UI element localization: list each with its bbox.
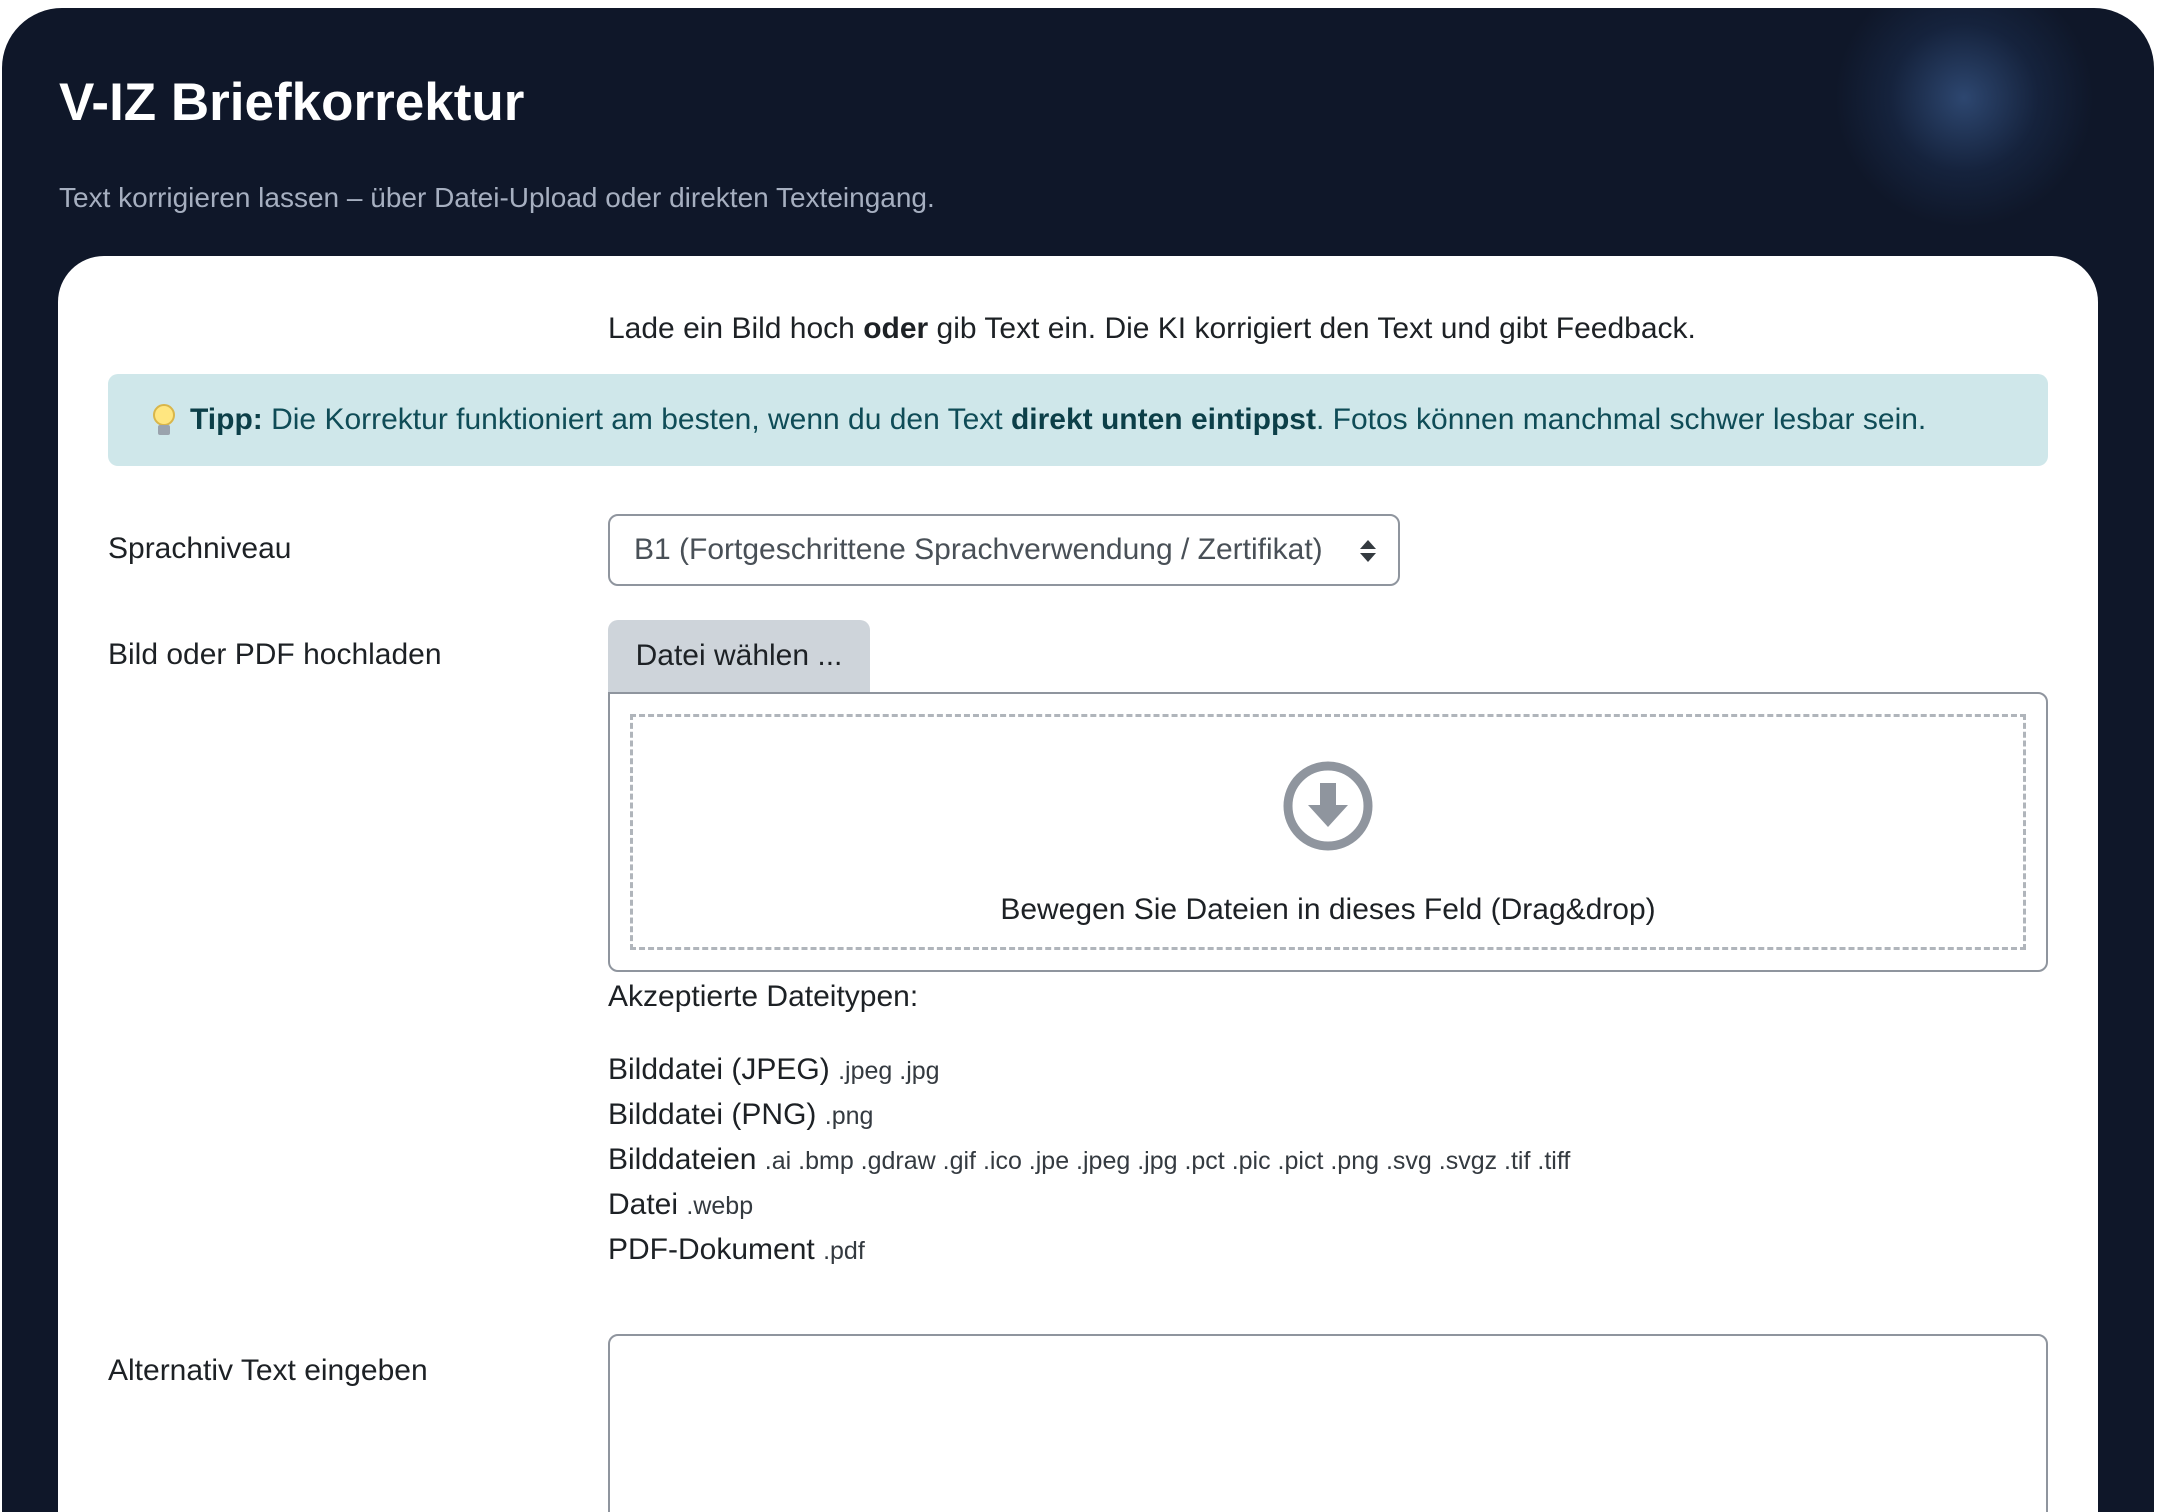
filetype-extensions: .jpeg .jpg	[838, 1057, 940, 1085]
level-select-value: B1 (Fortgeschrittene Sprachverwendung / Zertifikat)	[634, 533, 1323, 566]
filetype-item	[608, 1228, 1570, 1273]
filetype-extensions: .pdf	[823, 1237, 865, 1265]
intro-text	[608, 312, 1696, 346]
page-title: V-IZ Briefkorrektur	[59, 73, 525, 132]
tip-label: Tipp:	[190, 403, 263, 436]
accepted-filetypes-title: Akzeptierte Dateitypen:	[608, 980, 919, 1013]
filetype-extensions: .webp	[686, 1192, 754, 1220]
text-input-label: Alternativ Text eingeben	[108, 1354, 428, 1387]
filetype-item	[608, 1048, 1570, 1093]
filetype-name: PDF-Dokument	[608, 1233, 815, 1266]
filetype-name: Bilddateien	[608, 1143, 757, 1176]
filetype-name: Bilddatei (PNG)	[608, 1098, 817, 1131]
app-window	[2, 8, 2154, 1512]
page-subtitle: Text korrigieren lassen – über Datei-Upload oder direkten Texteingang.	[59, 182, 935, 213]
download-arrow-icon	[1283, 761, 1373, 851]
tip-text-start: Die Korrektur funktioniert am besten, wenn du den Text	[262, 403, 1011, 436]
filetype-extensions: .png	[824, 1102, 874, 1130]
tip-text-end: . Fotos können manchmal schwer lesbar sein.	[1315, 403, 1927, 436]
form-card	[58, 256, 2098, 1512]
intro-text-emphasis: oder	[863, 312, 929, 345]
text-input-area[interactable]	[608, 1334, 2048, 1512]
level-select[interactable]	[608, 514, 1400, 586]
intro-text-start: Lade ein Bild hoch	[608, 312, 864, 345]
intro-text-end: gib Text ein. Die KI korrigiert den Text und gibt Feedback.	[928, 312, 1696, 345]
filetype-name: Bilddatei (JPEG)	[608, 1053, 830, 1086]
level-label: Sprachniveau	[108, 532, 292, 565]
tip-alert	[108, 374, 2048, 466]
filetype-item	[608, 1183, 1570, 1228]
filetype-name: Datei	[608, 1188, 679, 1221]
filetype-item	[608, 1093, 1570, 1138]
choose-file-button[interactable]: Datei wählen ...	[608, 620, 870, 692]
file-dropzone[interactable]	[608, 692, 2048, 972]
filetype-extensions: .ai .bmp .gdraw .gif .ico .jpe .jpeg .jpg .pct .pic .pict .png .svg .svgz .tif .tiff	[764, 1147, 1571, 1175]
accepted-filetypes-list	[608, 1048, 1570, 1273]
lightbulb-icon	[150, 402, 178, 438]
tip-text-emphasis: direkt unten eintippst	[1010, 403, 1316, 436]
upload-label: Bild oder PDF hochladen	[108, 638, 442, 671]
select-arrows-icon	[1360, 540, 1376, 564]
tip-text	[190, 403, 1926, 437]
dropzone-text: Bewegen Sie Dateien in dieses Feld (Drag&drop)	[1000, 893, 1656, 926]
dropzone-dashed-area[interactable]	[630, 714, 2026, 950]
filetype-item	[608, 1138, 1570, 1183]
